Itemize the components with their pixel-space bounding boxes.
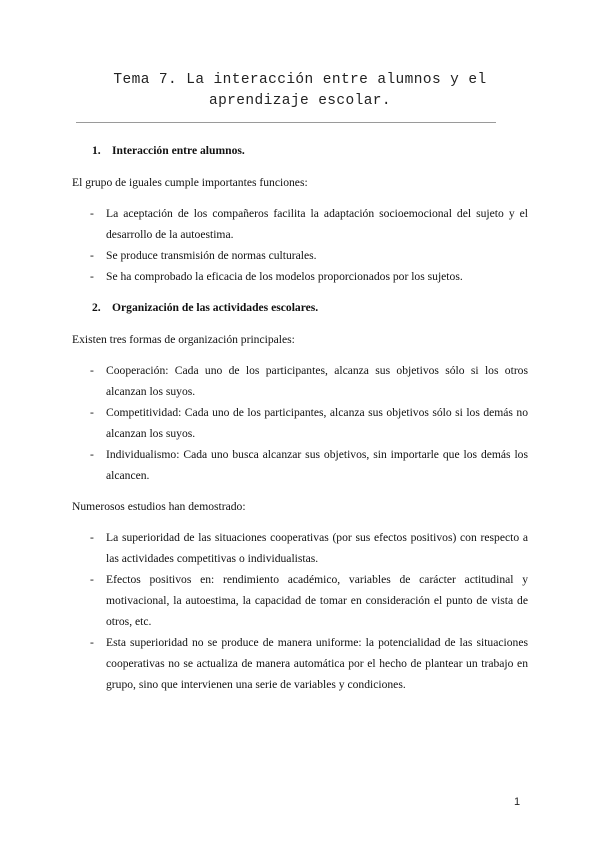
section-2-heading — [92, 297, 528, 318]
section-1-title: Interacción entre alumnos. — [112, 144, 245, 157]
dash-bullet: - — [90, 364, 94, 377]
section-1-intro: El grupo de iguales cumple importantes funciones: — [72, 176, 308, 189]
dash-bullet: - — [90, 249, 94, 262]
list-item-text: La superioridad de las situaciones cooperativas (por sus efectos positivos) con respecto a las actividades competitivas o individualistas. — [106, 531, 528, 565]
list-item-text: La aceptación de los compañeros facilita la adaptación socioemocional del sujeto y el desarrollo de la autoestima. — [106, 207, 528, 241]
list-item-text: Se ha comprobado la eficacia de los modelos proporcionados por los sujetos. — [106, 270, 463, 283]
dash-bullet: - — [90, 636, 94, 649]
document-body — [72, 140, 528, 705]
list-item — [72, 266, 528, 287]
page-number: 1 — [514, 796, 521, 808]
title-divider — [76, 122, 496, 123]
list-item — [72, 360, 528, 402]
section-2-list — [72, 360, 528, 486]
list-item-text: Se produce transmisión de normas culturales. — [106, 249, 317, 262]
list-item — [72, 632, 528, 695]
list-item — [72, 527, 528, 569]
dash-bullet: - — [90, 207, 94, 220]
page-title-line-2: aprendizaje escolar. — [208, 93, 392, 109]
page-title — [90, 70, 510, 112]
studies-intro: Numerosos estudios han demostrado: — [72, 500, 246, 513]
section-2-number: 2. — [92, 301, 101, 314]
page-title-line-1: Tema 7. La interacción entre alumnos y el — [113, 72, 487, 88]
list-item-text: Cooperación: Cada uno de los participantes, alcanza sus objetivos sólo si los otros alcanzan los suyos. — [106, 364, 528, 398]
list-item-text: Esta superioridad no se produce de manera uniforme: la potencialidad de las situaciones cooperativas no se actualiza de manera automática por el hecho de plantear un trabajo en grupo, sino que intervienen una serie de variables y condiciones. — [106, 636, 528, 691]
list-item-text: Efectos positivos en: rendimiento académico, variables de carácter actitudinal y motivacional, la autoestima, la capacidad de tomar en consideración el punto de vista de otros, etc. — [106, 573, 528, 628]
dash-bullet: - — [90, 448, 94, 461]
dash-bullet: - — [90, 573, 94, 586]
list-item — [72, 245, 528, 266]
list-item-text: Competitividad: Cada uno de los participantes, alcanza sus objetivos sólo si los demás no alcanzan los suyos. — [106, 406, 528, 440]
dash-bullet: - — [90, 270, 94, 283]
dash-bullet: - — [90, 531, 94, 544]
dash-bullet: - — [90, 406, 94, 419]
studies-list — [72, 527, 528, 695]
section-1-heading — [92, 140, 528, 161]
list-item — [72, 402, 528, 444]
section-2-title: Organización de las actividades escolares. — [112, 301, 319, 314]
list-item-text: Individualismo: Cada uno busca alcanzar sus objetivos, sin importarle que los demás los alcancen. — [106, 448, 528, 482]
list-item — [72, 203, 528, 245]
section-2-intro: Existen tres formas de organización principales: — [72, 333, 295, 346]
section-1-number: 1. — [92, 144, 101, 157]
list-item — [72, 569, 528, 632]
list-item — [72, 444, 528, 486]
section-1-list — [72, 203, 528, 287]
